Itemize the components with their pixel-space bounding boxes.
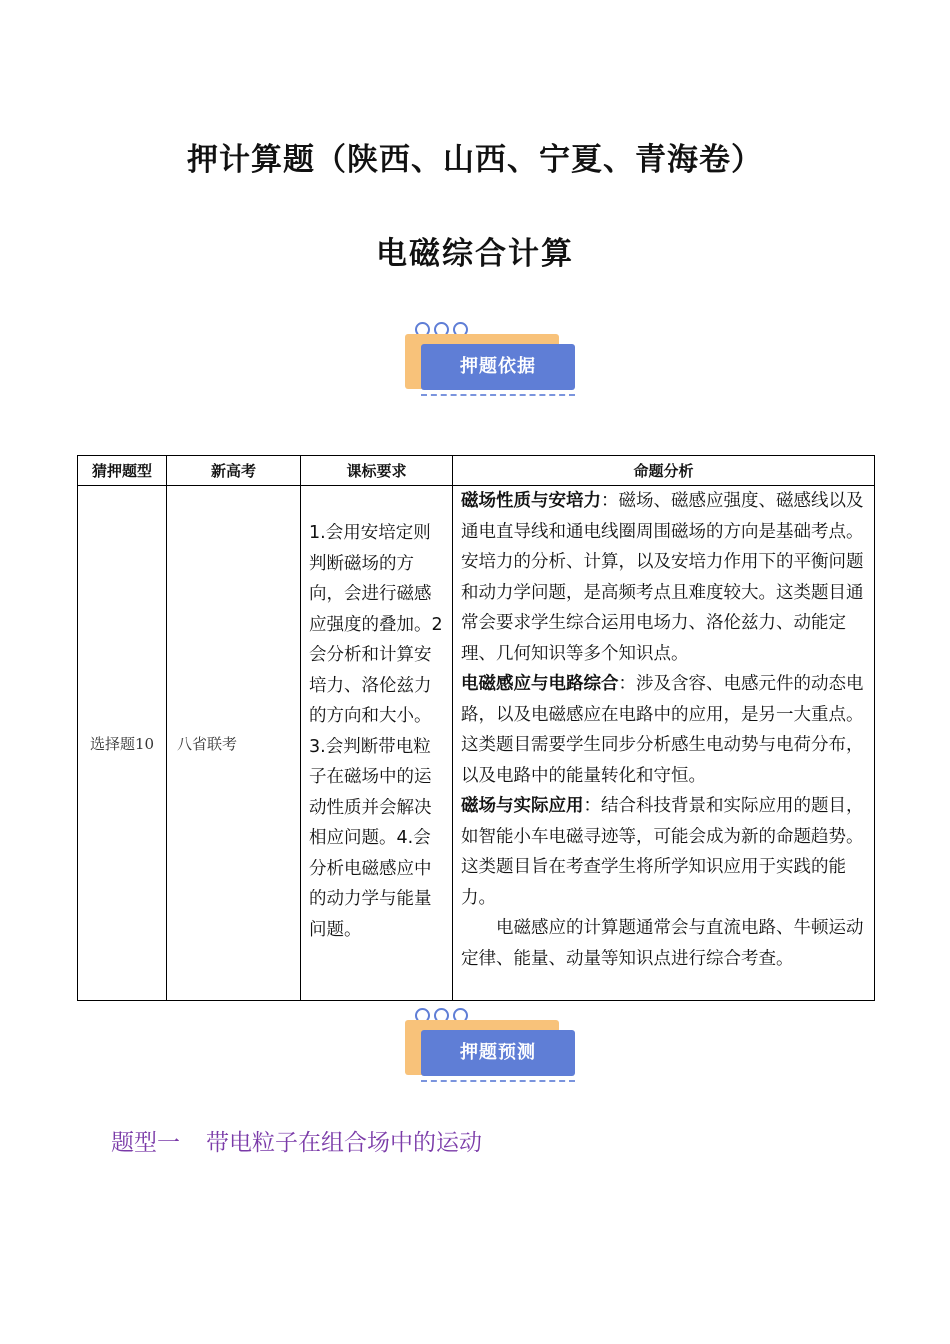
header-analysis: 命题分析 bbox=[453, 456, 875, 486]
header-type: 猜押题型 bbox=[78, 456, 167, 486]
basis-badge bbox=[405, 322, 581, 402]
analysis-keyword: 电磁感应与电路综合 bbox=[461, 674, 619, 694]
cell-requirement: 1.会用安培定则判断磁场的方向，会进行磁感应强度的叠加。2会分析和计算安培力、洛伦兹力的方向和大小。3.会判断带电粒子在磁场中的运动性质并会解决相应问题。4.会分析电磁感应中的动力学与能量问题。 bbox=[301, 486, 453, 1001]
analysis-text: ：结合科技背景和实际应用的题目，如智能小车电磁寻迹等，可能会成为新的命题趋势。这类题目旨在考查学生将所学知识应用于实践的能力。 bbox=[461, 796, 864, 908]
analysis-paragraph bbox=[461, 791, 866, 913]
cell-analysis bbox=[453, 486, 875, 1001]
analysis-text: ：涉及含容、电感元件的动态电路，以及电磁感应在电路中的应用，是另一大重点。这类题目需要学生同步分析感生电动势与电荷分布，以及电路中的能量转化和守恒。 bbox=[461, 674, 864, 786]
page-title: 押计算题（陕西、山西、宁夏、青海卷） bbox=[187, 142, 763, 178]
analysis-paragraph bbox=[461, 486, 866, 669]
header-requirement: 课标要求 bbox=[301, 456, 453, 486]
section-title: 带电粒子在组合场中的运动 bbox=[206, 1130, 482, 1156]
table-row bbox=[78, 486, 875, 1001]
badge-dash bbox=[421, 1080, 575, 1082]
section-heading bbox=[111, 1124, 482, 1157]
analysis-keyword: 磁场与实际应用 bbox=[461, 796, 584, 816]
basis-badge-label: 押题依据 bbox=[421, 344, 575, 390]
cell-exam: 八省联考 bbox=[167, 486, 301, 1001]
analysis-paragraph bbox=[461, 669, 866, 791]
section-label: 题型一 bbox=[111, 1130, 180, 1156]
badge-dash bbox=[421, 394, 575, 396]
forecast-badge-label: 押题预测 bbox=[421, 1030, 575, 1076]
analysis-summary: 电磁感应的计算题通常会与直流电路、牛顿运动定律、能量、动量等知识点进行综合考查。 bbox=[461, 918, 864, 969]
page-subtitle: 电磁综合计算 bbox=[376, 236, 574, 272]
cell-type: 选择题10 bbox=[78, 486, 167, 1001]
table-header-row bbox=[78, 456, 875, 486]
analysis-text: ：磁场、磁感应强度、磁感线以及通电直导线和通电线圈周围磁场的方向是基础考点。安培力的分析、计算，以及安培力作用下的平衡问题和动力学问题，是高频考点且难度较大。这类题目通常会要求学生综合运用电场力、洛伦兹力、动能定理、几何知识等多个知识点。 bbox=[461, 491, 864, 664]
analysis-table bbox=[77, 455, 875, 1001]
forecast-badge bbox=[405, 1008, 581, 1088]
analysis-keyword: 磁场性质与安培力 bbox=[461, 491, 601, 511]
header-exam: 新高考 bbox=[167, 456, 301, 486]
